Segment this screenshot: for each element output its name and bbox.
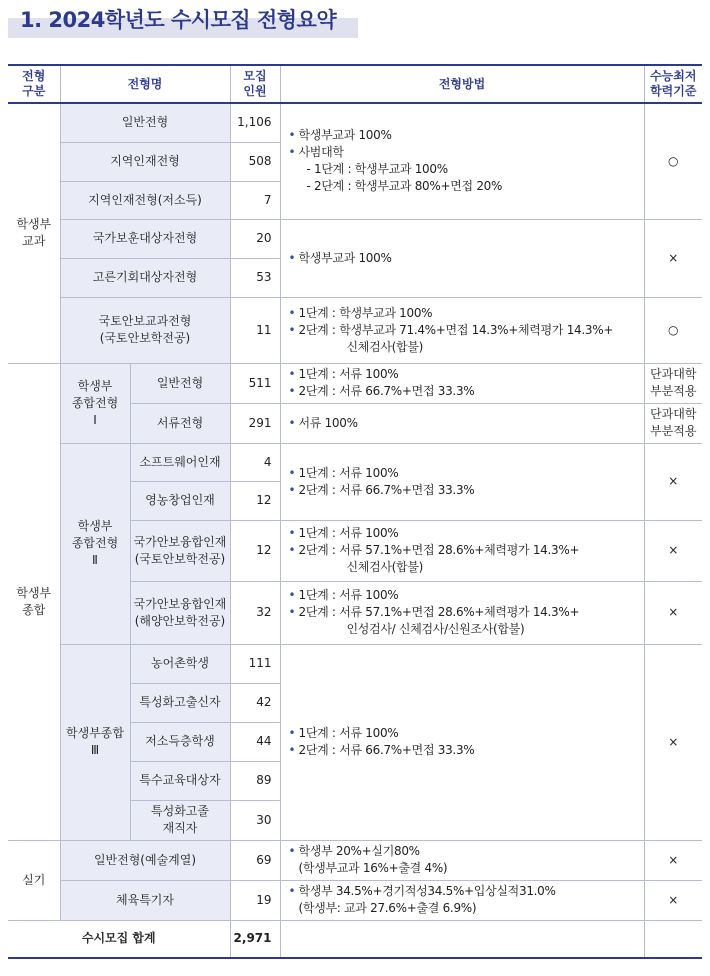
method-cell: [280, 581, 644, 644]
csat-cell: ×: [644, 520, 702, 581]
table-header-row: [8, 65, 702, 103]
method-line: 인성검사/ 신체검사/신원조사(합불): [346, 622, 525, 636]
method-line: • 1단계 : 서류 100%: [289, 366, 641, 383]
method-line: • 1단계 : 서류 100%: [289, 465, 641, 482]
row-name: 국가보훈대상자전형: [60, 219, 230, 258]
method-cell: [280, 644, 644, 840]
row-name: 고른기회대상자전형: [60, 258, 230, 297]
csat-cell: ○: [644, 103, 702, 219]
csat-cell: ×: [644, 581, 702, 644]
row-quota: 32: [230, 581, 280, 644]
method-line: • 사범대학: [289, 144, 641, 161]
row-quota: 4: [230, 443, 280, 481]
row-quota: 12: [230, 520, 280, 581]
subgroup-j1: 학생부 종합전형 Ⅰ: [60, 363, 130, 443]
section-title-block: [8, 4, 358, 38]
group-gyogwa: 학생부 교과: [8, 103, 60, 363]
method-cell: [280, 840, 644, 880]
row-quota: 1,106: [230, 103, 280, 142]
row-name: 체육특기자: [60, 880, 230, 920]
subgroup-j3: 학생부종합 Ⅲ: [60, 644, 130, 840]
method-line: • 2단계 : 서류 57.1%+면접 28.6%+체력평가 14.3%+: [289, 604, 641, 621]
row-name: 영농창업인재: [130, 481, 230, 520]
table-row: [8, 363, 702, 403]
row-name: 농어촌학생: [130, 644, 230, 683]
subgroup-j2: 학생부 종합전형 Ⅱ: [60, 443, 130, 644]
method-line: 신체검사(합불): [346, 560, 424, 574]
method-line: • 학생부교과 100%: [289, 127, 641, 144]
method-cell: [280, 219, 644, 297]
row-quota: 19: [230, 880, 280, 920]
method-line: • 1단계 : 서류 100%: [289, 587, 641, 604]
total-row: [8, 920, 702, 958]
table-row: [8, 103, 702, 142]
method-line: • 학생부교과 100%: [289, 250, 641, 267]
total-quota: 2,971: [230, 920, 280, 958]
admission-summary-table: [8, 64, 702, 959]
row-name: 국가안보융합인재 (국토안보학전공): [130, 520, 230, 581]
total-label: 수시모집 합계: [8, 920, 230, 958]
row-quota: 7: [230, 181, 280, 219]
row-name: 국가안보융합인재 (해양안보학전공): [130, 581, 230, 644]
csat-cell: 단과대학 부분적용: [644, 403, 702, 443]
row-name: 서류전형: [130, 403, 230, 443]
row-name: 일반전형: [130, 363, 230, 403]
row-quota: 69: [230, 840, 280, 880]
table-row: [8, 219, 702, 258]
method-line: • 1단계 : 학생부교과 100%: [289, 305, 641, 322]
row-quota: 12: [230, 481, 280, 520]
method-line: • 2단계 : 서류 66.7%+면접 33.3%: [289, 383, 641, 400]
table-row: [8, 644, 702, 683]
row-quota: 508: [230, 142, 280, 181]
row-name: 소프트웨어인재: [130, 443, 230, 481]
csat-cell: ×: [644, 880, 702, 920]
method-line: • 2단계 : 서류 66.7%+면접 33.3%: [289, 482, 641, 499]
row-name: 특성화고졸 재직자: [130, 800, 230, 840]
method-line: • 1단계 : 서류 100%: [289, 725, 641, 742]
row-quota: 42: [230, 683, 280, 722]
method-line: • 서류 100%: [289, 415, 641, 432]
row-name: 일반전형: [60, 103, 230, 142]
method-line: • 2단계 : 학생부교과 71.4%+면접 14.3%+체력평가 14.3%+: [289, 322, 641, 339]
method-line: • 학생부 20%+실기80%: [289, 843, 641, 860]
method-cell: [280, 403, 644, 443]
method-cell: [280, 443, 644, 520]
row-quota: 511: [230, 363, 280, 403]
row-quota: 291: [230, 403, 280, 443]
header-method: 전형방법: [280, 65, 644, 103]
method-cell: [280, 520, 644, 581]
method-cell: [280, 363, 644, 403]
row-quota: 20: [230, 219, 280, 258]
method-cell: [280, 880, 644, 920]
method-line: • 2단계 : 서류 66.7%+면접 33.3%: [289, 742, 641, 759]
method-line: - 2단계 : 학생부교과 80%+면접 20%: [306, 179, 503, 194]
header-quota: 모집 인원: [230, 65, 280, 103]
row-quota: 30: [230, 800, 280, 840]
table-row: [8, 443, 702, 481]
header-category: 전형 구분: [8, 65, 60, 103]
row-name: 특수교육대상자: [130, 761, 230, 800]
row-name: 특성화고출신자: [130, 683, 230, 722]
row-name: 일반전형(예술계열): [60, 840, 230, 880]
method-line: • 학생부 34.5%+경기적성34.5%+입상실적31.0%: [289, 883, 641, 900]
row-name: 국토안보교과전형 (국토안보학전공): [60, 297, 230, 363]
row-name: 지역인재전형: [60, 142, 230, 181]
csat-cell: ×: [644, 644, 702, 840]
method-line: • 1단계 : 서류 100%: [289, 525, 641, 542]
method-line: - 1단계 : 학생부교과 100%: [306, 162, 448, 177]
header-csat: 수능최저 학력기준: [644, 65, 702, 103]
table-row: [8, 297, 702, 363]
row-quota: 89: [230, 761, 280, 800]
row-name: 저소득층학생: [130, 722, 230, 761]
group-silgi: 실기: [8, 840, 60, 920]
csat-cell: ×: [644, 840, 702, 880]
table-row: [8, 880, 702, 920]
table-row: [8, 840, 702, 880]
row-quota: 11: [230, 297, 280, 363]
csat-cell: ○: [644, 297, 702, 363]
csat-cell: 단과대학 부분적용: [644, 363, 702, 403]
page-title: 1. 2024학년도 수시모집 전형요약: [20, 8, 337, 32]
row-name: 지역인재전형(저소득): [60, 181, 230, 219]
group-jonghap: 학생부 종합: [8, 363, 60, 840]
method-line: 신체검사(합불): [346, 339, 424, 354]
method-line: (학생부교과 16%+출결 4%): [298, 861, 448, 875]
csat-cell: ×: [644, 443, 702, 520]
method-cell: [280, 103, 644, 219]
total-empty-cell: [644, 920, 702, 958]
csat-cell: ×: [644, 219, 702, 297]
method-line: (학생부: 교과 27.6%+출결 6.9%): [298, 901, 477, 915]
row-quota: 111: [230, 644, 280, 683]
total-empty-cell: [280, 920, 644, 958]
method-cell: [280, 297, 644, 363]
row-quota: 44: [230, 722, 280, 761]
header-name: 전형명: [60, 65, 230, 103]
method-line: • 2단계 : 서류 57.1%+면접 28.6%+체력평가 14.3%+: [289, 542, 641, 559]
row-quota: 53: [230, 258, 280, 297]
